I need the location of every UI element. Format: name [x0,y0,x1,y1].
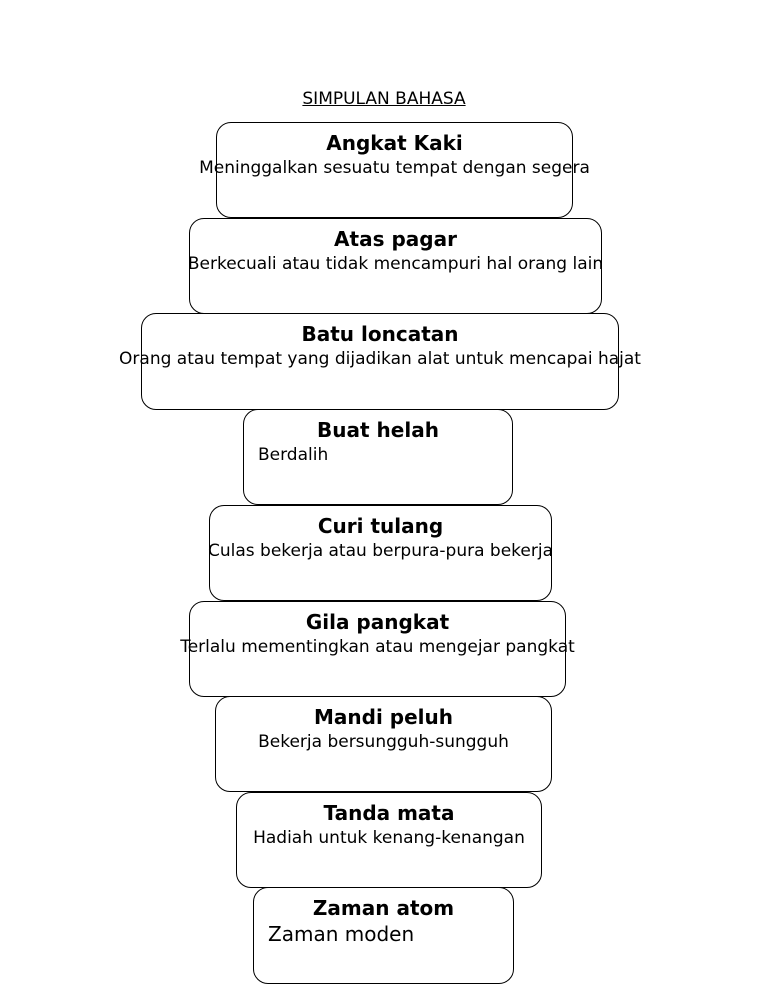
idiom-meaning: Berdalih [258,445,329,465]
idiom-term: Curi tulang [317,514,444,538]
idiom-term: Atas pagar [334,227,457,251]
idiom-term: Tanda mata [323,801,455,825]
idiom-meaning: Hadiah untuk kenang-kenangan [253,828,525,848]
idiom-term: Batu loncatan [301,322,459,346]
idiom-box-zaman-atom [253,887,514,984]
idiom-box-gila-pangkat [180,601,575,697]
idiom-box-curi-tulang [209,505,552,601]
idiom-term: Mandi peluh [314,705,453,729]
idiom-meaning: Berkecuali atau tidak mencampuri hal orang lain [187,254,604,274]
idiom-box-atas-pagar [189,218,602,314]
idiom-term: Angkat Kaki [326,131,463,155]
idiom-box-tanda-mata [236,792,542,888]
idiom-term: Zaman atom [312,896,455,920]
idiom-meaning: Terlalu mementingkan atau mengejar pangkat [180,637,575,657]
idiom-meaning: Meninggalkan sesuatu tempat dengan segera [199,158,590,178]
idiom-box-angkat-kaki [199,122,590,218]
idiom-meaning: Culas bekerja atau berpura-pura bekerja [207,541,553,561]
idiom-meaning: Orang atau tempat yang dijadikan alat untuk mencapai hajat [119,349,641,369]
idiom-box-buat-helah [243,409,513,505]
idiom-term: Buat helah [317,418,439,442]
page-title: SIMPULAN BAHASA [302,89,466,109]
idiom-meaning: Zaman moden [268,922,415,946]
idiom-term: Gila pangkat [305,610,450,634]
idiom-box-batu-loncatan [119,313,641,410]
idiom-meaning: Bekerja bersungguh-sungguh [258,732,509,752]
idiom-box-mandi-peluh [215,696,552,792]
